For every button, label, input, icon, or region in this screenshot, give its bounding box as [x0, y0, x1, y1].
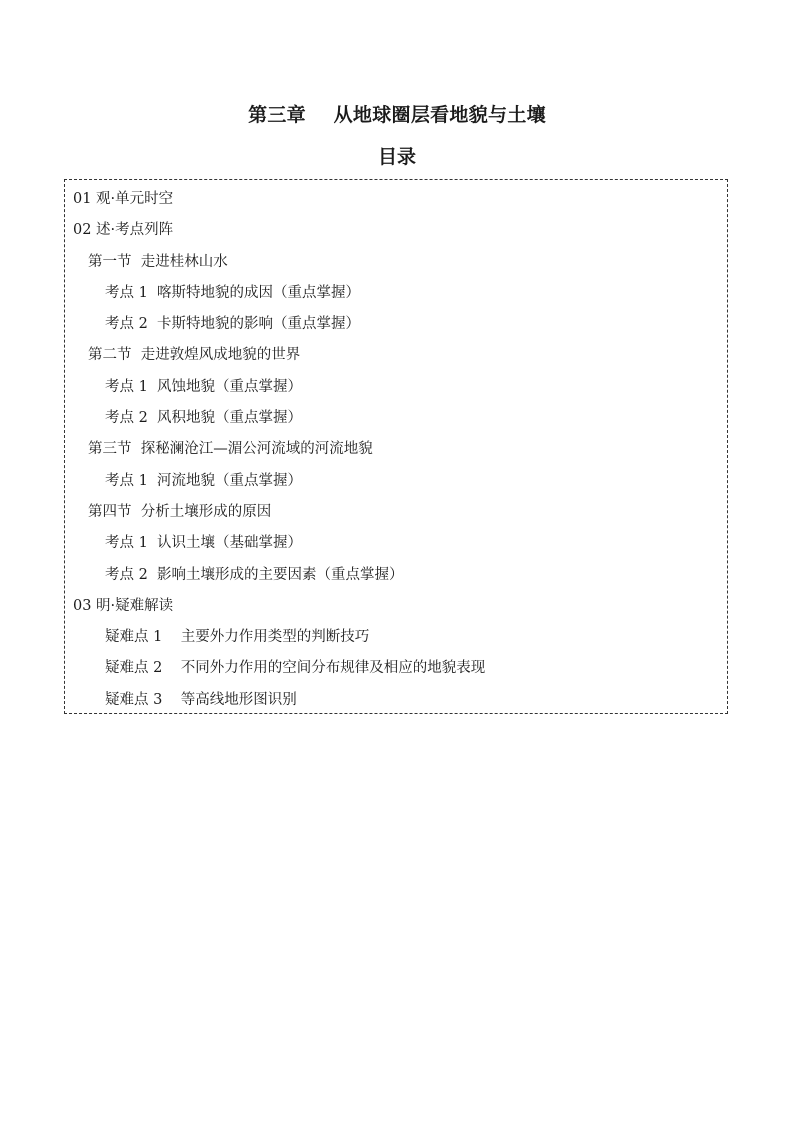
toc-section[interactable]: 01 观·单元时空 [73, 191, 174, 207]
toc-box [64, 179, 728, 714]
chapter-title: 第三章 从地球圈层看地貌与土壤 [248, 104, 546, 126]
toc-entry[interactable]: 考点 1 认识土壤（基础掌握） [105, 535, 303, 552]
toc-entry[interactable]: 疑难点 3 等高线地形图识别 [105, 691, 297, 708]
toc-heading: 目录 [377, 146, 416, 168]
toc-entry[interactable]: 考点 1 喀斯特地貌的成因（重点掌握） [105, 284, 361, 301]
toc-entry[interactable]: 疑难点 2 不同外力作用的空间分布规律及相应的地貌表现 [105, 660, 486, 677]
toc-chapter-section[interactable]: 第一节 走进桂林山水 [88, 253, 228, 270]
toc-entry[interactable]: 考点 2 卡斯特地貌的影响（重点掌握） [105, 316, 361, 333]
toc-entry[interactable]: 考点 2 风积地貌（重点掌握） [105, 410, 303, 427]
toc-chapter-section[interactable]: 第三节 探秘澜沧江—湄公河流域的河流地貌 [88, 441, 373, 458]
toc-entry[interactable]: 疑难点 1 主要外力作用类型的判断技巧 [105, 629, 370, 646]
toc-section[interactable]: 03 明·疑难解读 [73, 597, 174, 614]
toc-list [65, 180, 727, 716]
toc-entry[interactable]: 考点 1 风蚀地貌（重点掌握） [105, 378, 303, 395]
toc-entry[interactable]: 考点 1 河流地貌（重点掌握） [105, 472, 303, 489]
toc-section[interactable]: 02 述·考点列阵 [73, 222, 174, 239]
toc-chapter-section[interactable]: 第二节 走进敦煌风成地貌的世界 [88, 347, 301, 364]
toc-chapter-section[interactable]: 第四节 分析土壤形成的原因 [88, 503, 272, 520]
toc-entry[interactable]: 考点 2 影响土壤形成的主要因素（重点掌握） [105, 566, 404, 583]
